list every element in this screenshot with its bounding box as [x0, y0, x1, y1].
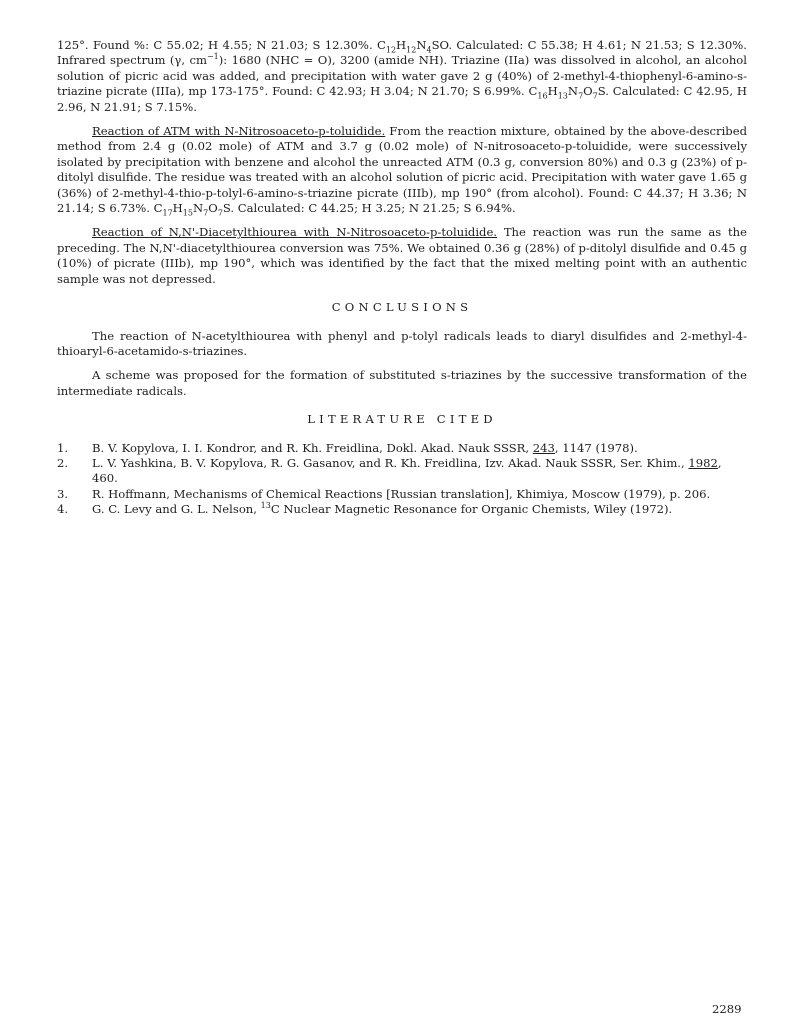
paragraph-atm-reaction: Reaction of ATM with N-Nitrosoaceto-p-toluidide. From the reaction mixture, obtained by the above-described method from 2.4 g (0.02 mole) of ATM and 3.7 g (0.02 mole) of N-nitrosoaceto-p-toluidide, were successively isolated by precipitation with benzene and alcohol the unreacted ATM (0.3 g, conversion 80%) and 0.3 g (23%) of p-ditolyl disulfide. The residue was treated with an alcohol solution of picric acid. Precipitation with water gave 1.65 g (36%) of 2-methyl-4-thio-p-tolyl-6-amino-s-triazine picrate (IIIb), mp 190° (from alcohol). Found: C 44.37; H 3.36; N 21.14; S 6.73%. $C_{17}H_{15}N_7O_7S$. Calculated: C 44.25; H 3.25; N 21.25; S 6.94%.	[57, 124, 747, 218]
paragraph-diacetylthiourea-reaction: Reaction of N,N'-Diacetylthiourea with N-Nitrosoaceto-p-toluidide. The reaction was run the same as the preceding. The N,N'-diacetylthiourea conversion was 75%. We obtained 0.36 g (28%) of p-ditolyl disulfide and 0.45 g (10%) of picrate (IIIb), mp 190°, which was identified by the fact that the mixed melting point with an authentic sample was not depressed.	[57, 225, 747, 286]
conclusion-1: The reaction of N-acetylthiourea with phenyl and p-tolyl radicals leads to diaryl disulfides and 2-methyl-4-thioaryl-6-acetamido-s-triazines.	[57, 328, 747, 358]
conclusions-heading: CONCLUSIONS	[331, 300, 473, 315]
reference-item: 1. B. V. Kopylova, I. I. Kondror, and R. Kh. Freidlina, Dokl. Akad. Nauk SSSR, 243, 1147 (1978).	[57, 440, 638, 455]
paragraph-analysis: 125°. Found %: C 55.02; H 4.55; N 21.03; S 12.30%. $C_{12}H_{12}N_4SO$. Calculated: C 55.38; H 4.61; N 21.53; S 12.30%. Infrared spectrum (γ, $cm^{-1}$): 1680 (NHC = O), 3200 (amide NH). Triazine (IIa) was dissolved in alcohol, an alcohol solution of picric acid was added, and precipitation with water gave 2 g (40%) of 2-methyl-4-thiophenyl-6-amino-s-triazine picrate (IIIa), mp 173-175°. Found: C 42.93; H 3.04; N 21.70; S 6.99%. $C_{16}H_{13}N_7O_7S$. Calculated: C 42.95, H 2.96, N 21.91; S 7.15%.	[57, 38, 748, 114]
conclusion-2: A scheme was proposed for the formation of substituted s-triazines by the successive transformation of the intermediate radicals.	[57, 368, 747, 398]
reference-item: 3. R. Hoffmann, Mechanisms of Chemical Reactions [Russian translation], Khimiya, Moscow (1979), p. 206.	[57, 486, 711, 501]
literature-heading: LITERATURE CITED	[307, 412, 497, 427]
section-title-diacetylthiourea: Reaction of N,N'-Diacetylthiourea with N-Nitrosoaceto-p-toluidide.	[92, 225, 498, 240]
reference-item: 4. G. C. Levy and G. L. Nelson, $^{13}$C Nuclear Magnetic Resonance for Organic Chemists, Wiley (1972).	[57, 501, 673, 517]
page-number: 2289	[712, 1002, 742, 1016]
section-title-atm: Reaction of ATM with N-Nitrosoaceto-p-toluidide.	[92, 124, 386, 139]
reference-list	[57, 441, 747, 518]
reference-item: 2. L. V. Yashkina, B. V. Kopylova, R. G. Gasanov, and R. Kh. Freidlina, Izv. Akad. Nauk SSSR, Ser. Khim., 1982, 460.	[57, 455, 722, 486]
page-body	[57, 38, 747, 518]
